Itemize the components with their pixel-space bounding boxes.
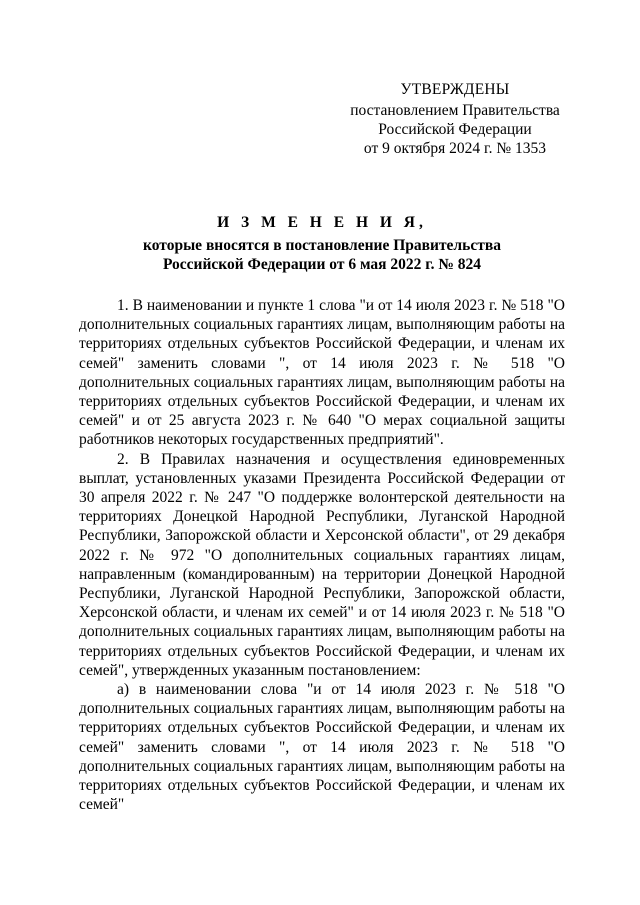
subtitle-line: которые вносятся в постановление Правительства <box>143 237 501 254</box>
approval-stamp <box>340 80 570 158</box>
approval-title: УТВЕРЖДЕНЫ <box>400 81 510 98</box>
document-subtitle <box>80 236 564 274</box>
paragraph-2a: а) в наименовании слова "и от 14 июля 2023 г. № 518 "О дополнительных социальных гарантиях лицам, выполняющим работы на территориях отдельных субъектов Российской Федерации, и членам их семей" заменить словами ", от 14 июля 2023 г. № 518 "О дополнительных социальных гарантиях лицам, выполняющим работы на территориях отдельных субъектов Российской Федерации, и членам их семей" <box>79 681 565 814</box>
approval-line: Российской Федерации <box>378 121 532 138</box>
paragraph-1: 1. В наименовании и пункте 1 слова "и от 14 июля 2023 г. № 518 "О дополнительных социальных гарантиях лицам, выполняющим работы на территориях отдельных субъектов Российской Федерации, и членам их семей" заменить словами ", от 14 июля 2023 г. № 518 "О дополнительных социальных гарантиях лицам, выполняющим работы на территориях отдельных субъектов Российской Федерации, и членам их семей" и от 25 августа 2023 г. № 640 "О мерах социальной защиты работников некоторых государственных предприятий". <box>79 297 565 449</box>
document-body <box>79 296 565 814</box>
approval-line: от 9 октября 2024 г. № 1353 <box>363 140 547 157</box>
approval-line: постановлением Правительства <box>350 102 560 119</box>
document-title: И З М Е Н Е Н И Я, <box>217 214 427 231</box>
paragraph-2: 2. В Правилах назначения и осуществления единовременных выплат, установленных указами Президента Российской Федерации от 30 апреля 2022 г. № 247 "О поддержке волонтерской деятельности на территориях Донецкой Народной Республики, Луганской Народной Республики, Запорожской области и Херсонской области", от 29 декабря 2022 г. № 972 "О дополнительных социальных гарантиях лицам, направленным (командированным) на территории Донецкой Народной Республики, Луганской Народной Республики, Запорожской области, Херсонской области, и членам их семей" и от 14 июля 2023 г. № 518 "О дополнительных социальных гарантиях лицам, выполняющим работы на территориях отдельных субъектов Российской Федерации, и членам их семей", утвержденных указанным постановлением: <box>79 450 565 679</box>
subtitle-line: Российской Федерации от 6 мая 2022 г. № 824 <box>162 256 482 273</box>
